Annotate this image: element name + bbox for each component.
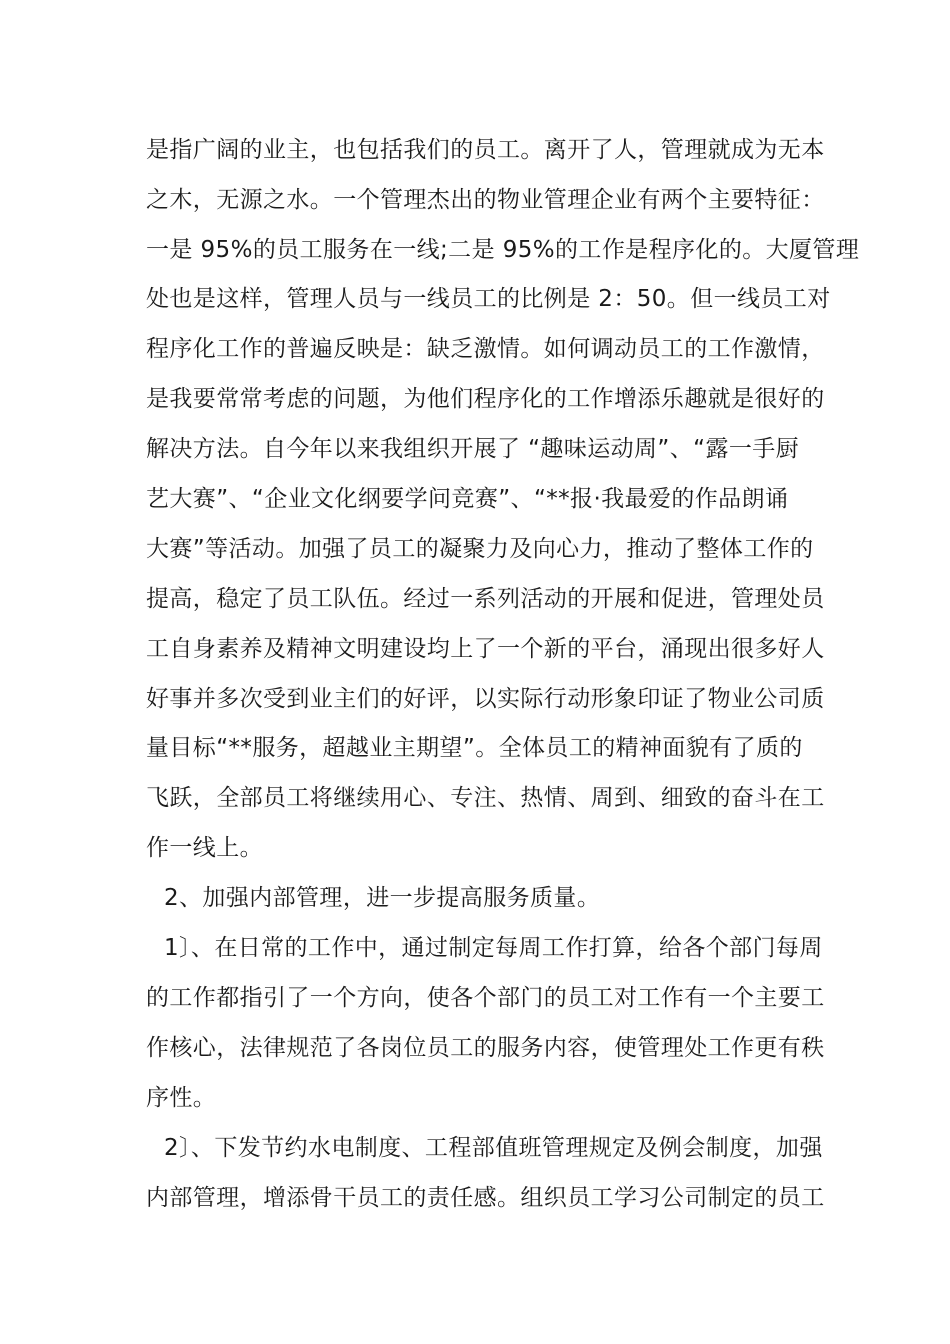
body-text-line: 艺大赛”、“企业文化纲要学问竞赛”、“**报·我最爱的作品朗诵: [146, 486, 789, 512]
body-text-line: 内部管理，增添骨干员工的责任感。组织员工学习公司制定的员工: [146, 1185, 825, 1211]
body-text-line: 是我要常常考虑的问题，为他们程序化的工作增添乐趣就是很好的: [146, 386, 825, 412]
body-text-line: 提高，稳定了员工队伍。经过一系列活动的开展和促进，管理处员: [146, 586, 825, 612]
body-text-line: 量目标“**服务，超越业主期望”。全体员工的精神面貌有了质的: [146, 735, 803, 761]
section-heading: 2、加强内部管理，进一步提高服务质量。: [164, 885, 601, 911]
body-text-line: 工自身素养及精神文明建设均上了一个新的平台，涌现出很多好人: [146, 636, 825, 662]
body-text-line: 解决方法。自今年以来我组织开展了 “趣味运动周”、“露一手厨: [146, 436, 800, 462]
body-text-line: 一是 95%的员工服务在一线;二是 95%的工作是程序化的。大厦管理: [146, 237, 860, 263]
body-text-line: 是指广阔的业主，也包括我们的员工。离开了人，管理就成为无本: [146, 137, 825, 163]
body-text-line: 飞跃，全部员工将继续用心、专注、热情、周到、细致的奋斗在工: [146, 785, 825, 811]
body-text-line: 程序化工作的普遍反映是：缺乏激情。如何调动员工的工作激情，: [146, 336, 825, 362]
body-text-line: 处也是这样，管理人员与一线员工的比例是 2：50。但一线员工对: [146, 286, 831, 312]
body-text-line: 之木，无源之水。一个管理杰出的物业管理企业有两个主要特征：: [146, 187, 825, 213]
body-text-line: 2〕、下发节约水电制度、工程部值班管理规定及例会制度，加强: [164, 1135, 823, 1161]
body-text-line: 作一线上。: [146, 835, 263, 861]
body-text-line: 序性。: [146, 1085, 217, 1111]
body-text-line: 的工作都指引了一个方向，使各个部门的员工对工作有一个主要工: [146, 985, 825, 1011]
body-text-line: 作核心，法律规范了各岗位员工的服务内容，使管理处工作更有秩: [146, 1035, 825, 1061]
body-text-line: 好事并多次受到业主们的好评，以实际行动形象印证了物业公司质: [146, 686, 825, 712]
body-text-line: 大赛”等活动。加强了员工的凝聚力及向心力，推动了整体工作的: [146, 536, 814, 562]
body-text-line: 1〕、在日常的工作中，通过制定每周工作打算，给各个部门每周: [164, 935, 823, 961]
